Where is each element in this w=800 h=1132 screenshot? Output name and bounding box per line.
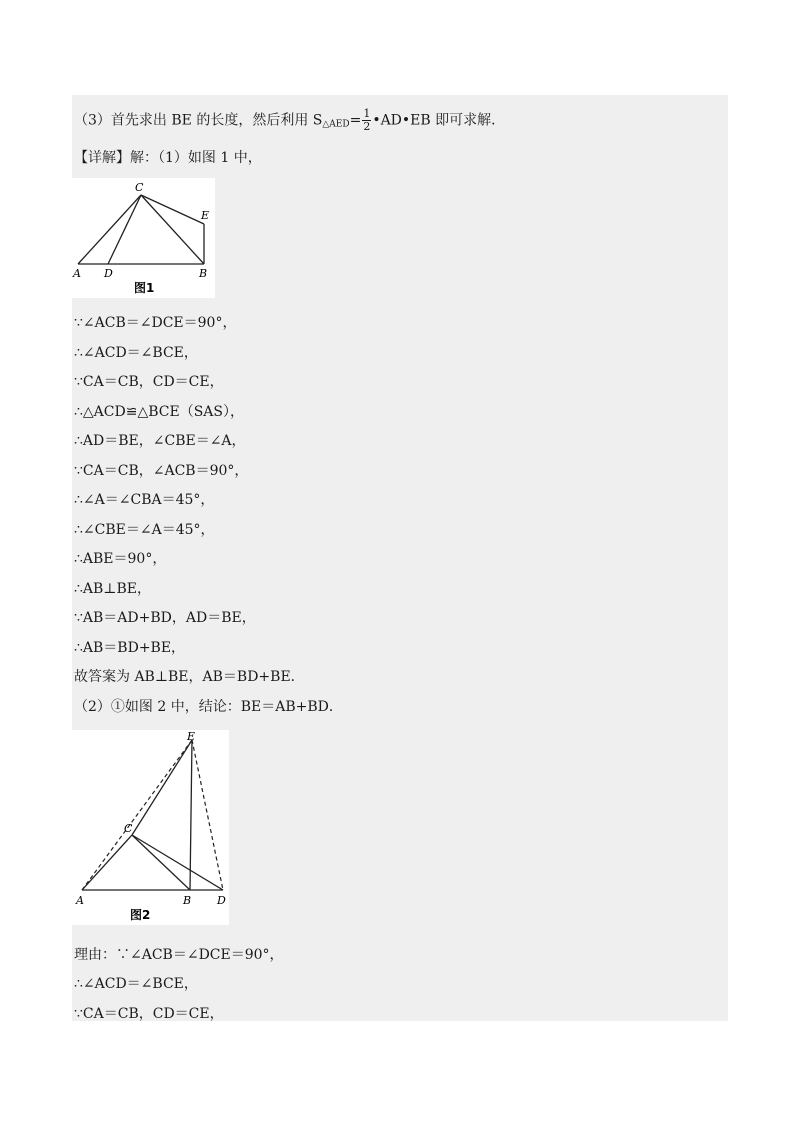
proof1-line-4: ∴△ACD≌△BCE（SAS），: [74, 404, 244, 420]
proof2-line-2: ∴∠ACD＝∠BCE，: [74, 976, 198, 992]
proof1-line-5: ∴AD＝BE，∠CBE＝∠A，: [74, 433, 246, 449]
proof2-line-3: ∵CA＝CB，CD＝CE，: [74, 1006, 224, 1022]
fig1-label-d: D: [104, 267, 113, 280]
proof2-line-1: 理由：∵∠ACB＝∠DCE＝90°，: [74, 947, 284, 963]
fig2-label-e: E: [187, 730, 196, 743]
fraction-denominator: 2: [363, 120, 371, 133]
fig1-label-a: A: [73, 267, 81, 280]
proof1-line-12: ∴AB＝BD+BE，: [74, 640, 186, 656]
figure-2-diagram: [72, 730, 229, 925]
proof1-line-2: ∴∠ACD＝∠BCE，: [74, 345, 198, 361]
fig1-label-c: C: [135, 181, 144, 194]
fig2-label-a: A: [76, 894, 84, 907]
fig1-label-b: B: [199, 267, 208, 280]
fig2-caption: 图2: [130, 908, 151, 922]
one-half-fraction: [362, 108, 371, 133]
proof1-line-1: ∵∠ACB＝∠DCE＝90°，: [74, 315, 237, 331]
area-subscript: △AED: [322, 119, 350, 130]
proof1-line-10: ∴AB⊥BE，: [74, 581, 151, 597]
fig1-label-e: E: [201, 209, 210, 222]
fig2-label-d: D: [217, 894, 226, 907]
proof1-line-11: ∵AB＝AD+BD，AD＝BE，: [74, 610, 256, 626]
part3-text-suffix: •AD•EB 即可求解．: [372, 112, 506, 129]
fig2-label-c: C: [124, 822, 133, 835]
part3-hint: [74, 108, 505, 134]
proof1-line-7: ∴∠A＝∠CBA＝45°，: [74, 492, 215, 508]
part2-conclusion: （2）①如图 2 中，结论：BE＝AB+BD．: [74, 699, 343, 715]
fig1-caption: 图1: [134, 281, 155, 295]
part3-text-prefix: （3）首先求出 BE 的长度，然后利用 S: [74, 112, 323, 129]
figure-1-diagram: [72, 178, 215, 298]
proof1-line-3: ∵CA＝CB，CD＝CE，: [74, 374, 224, 390]
figure-1: [72, 178, 215, 298]
fraction-numerator: 1: [363, 107, 371, 120]
detail-heading: 【详解】解：（1）如图 1 中，: [74, 150, 262, 166]
proof1-line-9: ∴ABE＝90°，: [74, 551, 167, 567]
proof1-answer: 故答案为 AB⊥BE，AB＝BD+BE．: [74, 669, 305, 685]
figure-2: [72, 730, 229, 925]
proof1-line-8: ∴∠CBE＝∠A＝45°，: [74, 522, 215, 538]
proof1-line-6: ∵CA＝CB，∠ACB＝90°，: [74, 463, 249, 479]
fig2-label-b: B: [183, 894, 192, 907]
equals-sign: =: [349, 112, 362, 129]
